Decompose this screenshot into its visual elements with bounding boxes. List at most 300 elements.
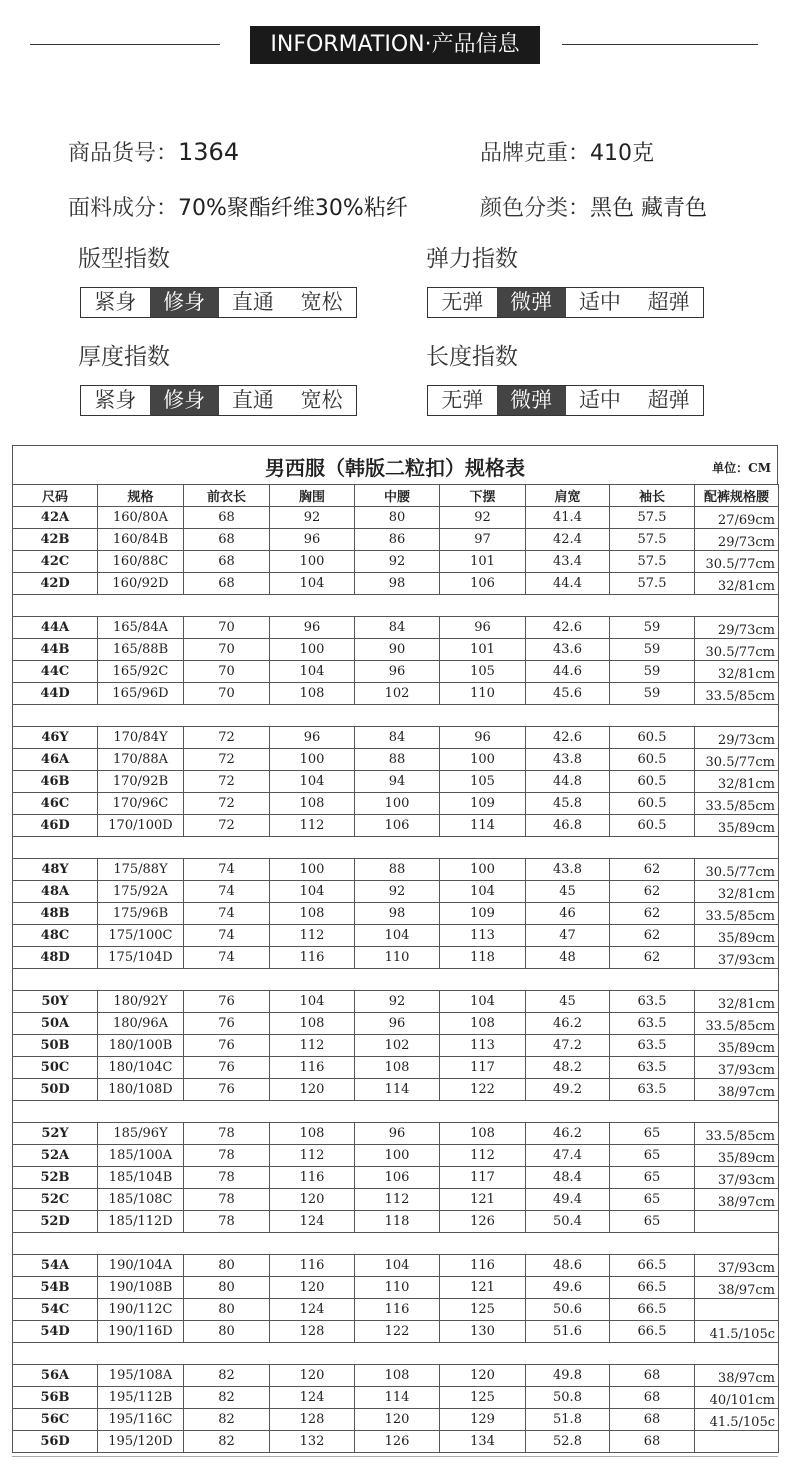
table-cell: 29/73cm — [695, 617, 779, 639]
size-chart-header — [12, 445, 778, 484]
table-cell: 84 — [355, 617, 440, 639]
table-cell: 59 — [610, 683, 695, 705]
color — [480, 191, 707, 222]
table-cell: 185/100A — [98, 1145, 184, 1167]
table-cell: 160/92D — [98, 573, 184, 595]
table-row — [13, 903, 779, 925]
table-cell: 121 — [440, 1189, 526, 1211]
thickness-index-title: 厚度指数 — [78, 344, 170, 370]
stretch-index-title: 弹力指数 — [426, 246, 518, 272]
table-cell: 41.5/105c — [695, 1321, 779, 1343]
table-row — [13, 859, 779, 881]
table-cell: 48.2 — [526, 1057, 610, 1079]
table-cell: 175/104D — [98, 947, 184, 969]
table-cell: 108 — [270, 1013, 355, 1035]
table-cell: 42.4 — [526, 529, 610, 551]
table-cell: 65 — [610, 1167, 695, 1189]
table-cell: 48A — [13, 881, 98, 903]
table-cell: 134 — [440, 1431, 526, 1453]
table-cell: 74 — [184, 903, 270, 925]
table-cell: 110 — [355, 947, 440, 969]
table-cell: 88 — [355, 749, 440, 771]
table-cell: 30.5/77cm — [695, 749, 779, 771]
table-cell: 41.5/105c — [695, 1409, 779, 1431]
table-cell: 48 — [526, 947, 610, 969]
fit-option-3: 直通 — [231, 290, 274, 314]
stretch-index-gauge — [427, 287, 704, 318]
table-cell: 40/101cm — [695, 1387, 779, 1409]
table-cell: 74 — [184, 881, 270, 903]
length-option-3: 适中 — [578, 388, 621, 412]
table-cell: 124 — [270, 1211, 355, 1233]
table-cell: 44A — [13, 617, 98, 639]
table-cell: 104 — [440, 881, 526, 903]
table-cell: 50.6 — [526, 1299, 610, 1321]
table-cell: 42A — [13, 507, 98, 529]
table-cell: 104 — [270, 661, 355, 683]
spacer-cell — [13, 1233, 779, 1255]
table-row — [13, 1365, 779, 1387]
table-cell: 80 — [184, 1255, 270, 1277]
table-cell: 108 — [270, 793, 355, 815]
table-cell: 82 — [184, 1365, 270, 1387]
table-cell: 49.2 — [526, 1079, 610, 1101]
table-cell: 45.8 — [526, 793, 610, 815]
spacer-cell — [13, 969, 779, 991]
table-cell: 185/96Y — [98, 1123, 184, 1145]
table-cell — [695, 1211, 779, 1233]
table-cell: 195/116C — [98, 1409, 184, 1431]
table-cell: 108 — [270, 683, 355, 705]
table-cell: 96 — [270, 617, 355, 639]
table-cell: 60.5 — [610, 749, 695, 771]
table-cell: 68 — [184, 507, 270, 529]
table-cell: 82 — [184, 1409, 270, 1431]
column-header: 下摆 — [440, 485, 526, 507]
table-cell: 32/81cm — [695, 661, 779, 683]
table-cell: 86 — [355, 529, 440, 551]
table-cell: 59 — [610, 639, 695, 661]
table-cell: 62 — [610, 859, 695, 881]
table-cell: 54A — [13, 1255, 98, 1277]
table-row — [13, 1321, 779, 1343]
table-cell: 185/112D — [98, 1211, 184, 1233]
table-cell: 70 — [184, 617, 270, 639]
table-cell: 50.4 — [526, 1211, 610, 1233]
table-row — [13, 1035, 779, 1057]
table-cell: 33.5/85cm — [695, 793, 779, 815]
table-cell: 47.4 — [526, 1145, 610, 1167]
table-cell: 42.6 — [526, 617, 610, 639]
table-cell: 80 — [355, 507, 440, 529]
table-cell: 108 — [355, 1365, 440, 1387]
table-cell: 78 — [184, 1211, 270, 1233]
table-cell: 50A — [13, 1013, 98, 1035]
table-cell: 49.8 — [526, 1365, 610, 1387]
table-cell: 60.5 — [610, 727, 695, 749]
table-cell: 112 — [440, 1145, 526, 1167]
table-cell: 180/100B — [98, 1035, 184, 1057]
table-cell — [695, 1431, 779, 1453]
table-cell: 47 — [526, 925, 610, 947]
size-chart-title: 男西服（韩版二粒扣）规格表 — [265, 456, 525, 480]
table-cell: 128 — [270, 1409, 355, 1431]
table-cell: 72 — [184, 749, 270, 771]
stretch-option-4: 超弹 — [647, 290, 690, 314]
table-cell: 132 — [270, 1431, 355, 1453]
table-cell: 35/89cm — [695, 1145, 779, 1167]
table-cell: 76 — [184, 1035, 270, 1057]
table-row — [13, 551, 779, 573]
table-cell: 78 — [184, 1189, 270, 1211]
table-cell: 66.5 — [610, 1321, 695, 1343]
table-cell: 72 — [184, 727, 270, 749]
table-cell: 63.5 — [610, 1057, 695, 1079]
table-cell: 37/93cm — [695, 947, 779, 969]
length-option-4: 超弹 — [647, 388, 690, 412]
table-cell: 175/88Y — [98, 859, 184, 881]
table-cell: 42D — [13, 573, 98, 595]
table-cell: 114 — [440, 815, 526, 837]
table-cell: 38/97cm — [695, 1189, 779, 1211]
table-cell: 68 — [610, 1387, 695, 1409]
table-cell: 116 — [355, 1299, 440, 1321]
table-cell: 170/88A — [98, 749, 184, 771]
table-cell: 62 — [610, 947, 695, 969]
table-cell: 62 — [610, 881, 695, 903]
table-cell: 46.2 — [526, 1123, 610, 1145]
table-cell: 112 — [270, 815, 355, 837]
length-index-title: 长度指数 — [426, 344, 518, 370]
header-line-left — [30, 44, 220, 45]
weight-value: 410克 — [590, 141, 655, 166]
table-cell: 70 — [184, 639, 270, 661]
table-cell: 63.5 — [610, 1035, 695, 1057]
table-cell: 118 — [440, 947, 526, 969]
table-cell: 165/88B — [98, 639, 184, 661]
table-cell: 66.5 — [610, 1255, 695, 1277]
table-cell: 44.8 — [526, 771, 610, 793]
table-cell: 59 — [610, 661, 695, 683]
table-cell: 29/73cm — [695, 529, 779, 551]
color-label: 颜色分类： — [480, 196, 591, 221]
spacer-cell — [13, 705, 779, 727]
table-cell: 62 — [610, 925, 695, 947]
table-row — [13, 661, 779, 683]
column-header: 袖长 — [610, 485, 695, 507]
table-cell: 43.8 — [526, 859, 610, 881]
column-header: 前衣长 — [184, 485, 270, 507]
table-cell: 190/112C — [98, 1299, 184, 1321]
table-cell: 117 — [440, 1057, 526, 1079]
table-cell: 125 — [440, 1387, 526, 1409]
table-cell: 27/69cm — [695, 507, 779, 529]
table-cell: 160/84B — [98, 529, 184, 551]
table-cell: 180/92Y — [98, 991, 184, 1013]
fit-index-title: 版型指数 — [78, 246, 170, 272]
table-cell: 78 — [184, 1123, 270, 1145]
table-cell: 104 — [270, 573, 355, 595]
table-cell: 128 — [270, 1321, 355, 1343]
table-cell: 48Y — [13, 859, 98, 881]
table-cell: 170/92B — [98, 771, 184, 793]
table-cell: 68 — [184, 551, 270, 573]
table-cell: 190/104A — [98, 1255, 184, 1277]
table-cell: 46A — [13, 749, 98, 771]
table-cell: 45 — [526, 881, 610, 903]
length-option-1: 无弹 — [441, 388, 484, 412]
table-cell: 46Y — [13, 727, 98, 749]
table-cell: 30.5/77cm — [695, 859, 779, 881]
table-cell: 68 — [610, 1431, 695, 1453]
table-row — [13, 573, 779, 595]
table-cell: 33.5/85cm — [695, 903, 779, 925]
table-cell — [695, 1299, 779, 1321]
table-cell: 120 — [440, 1365, 526, 1387]
table-cell: 38/97cm — [695, 1365, 779, 1387]
table-cell: 48.6 — [526, 1255, 610, 1277]
table-cell: 46B — [13, 771, 98, 793]
table-cell: 76 — [184, 1013, 270, 1035]
table-cell: 56D — [13, 1431, 98, 1453]
table-cell: 120 — [270, 1079, 355, 1101]
table-cell: 49.4 — [526, 1189, 610, 1211]
table-cell: 63.5 — [610, 1013, 695, 1035]
table-cell: 46C — [13, 793, 98, 815]
table-cell: 180/108D — [98, 1079, 184, 1101]
table-cell: 65 — [610, 1211, 695, 1233]
bottom-divider — [12, 1456, 778, 1457]
fit-option-4: 宽松 — [300, 290, 343, 314]
stretch-option-2-selected: 微弹 — [497, 288, 566, 317]
table-cell: 46 — [526, 903, 610, 925]
table-cell: 52Y — [13, 1123, 98, 1145]
table-cell: 116 — [270, 1167, 355, 1189]
table-cell: 170/96C — [98, 793, 184, 815]
weight — [480, 136, 654, 167]
table-row — [13, 771, 779, 793]
table-cell: 57.5 — [610, 507, 695, 529]
fit-option-1: 紧身 — [94, 290, 137, 314]
table-cell: 32/81cm — [695, 573, 779, 595]
table-cell: 44.4 — [526, 573, 610, 595]
table-cell: 102 — [355, 1035, 440, 1057]
table-cell: 100 — [270, 551, 355, 573]
table-row — [13, 1409, 779, 1431]
table-cell: 120 — [270, 1189, 355, 1211]
table-cell: 92 — [355, 551, 440, 573]
table-row — [13, 947, 779, 969]
table-cell: 105 — [440, 771, 526, 793]
table-cell: 33.5/85cm — [695, 1013, 779, 1035]
table-cell: 44C — [13, 661, 98, 683]
table-cell: 46D — [13, 815, 98, 837]
stretch-option-1: 无弹 — [441, 290, 484, 314]
table-cell: 65 — [610, 1189, 695, 1211]
table-cell: 74 — [184, 925, 270, 947]
table-cell: 96 — [355, 661, 440, 683]
table-cell: 46.2 — [526, 1013, 610, 1035]
spacer-cell — [13, 837, 779, 859]
table-cell: 78 — [184, 1167, 270, 1189]
table-cell: 116 — [270, 1255, 355, 1277]
table-cell: 108 — [355, 1057, 440, 1079]
table-cell: 104 — [355, 925, 440, 947]
table-cell: 48.4 — [526, 1167, 610, 1189]
table-cell: 112 — [270, 1035, 355, 1057]
table-cell: 108 — [440, 1013, 526, 1035]
table-cell: 96 — [355, 1123, 440, 1145]
table-cell: 113 — [440, 1035, 526, 1057]
table-row — [13, 1189, 779, 1211]
table-cell: 44D — [13, 683, 98, 705]
group-spacer-row — [13, 1233, 779, 1255]
table-cell: 108 — [270, 1123, 355, 1145]
table-cell: 54B — [13, 1277, 98, 1299]
table-cell: 48B — [13, 903, 98, 925]
table-cell: 72 — [184, 771, 270, 793]
item-number-value: 1364 — [178, 138, 240, 166]
table-cell: 121 — [440, 1277, 526, 1299]
table-cell: 113 — [440, 925, 526, 947]
table-cell: 126 — [355, 1431, 440, 1453]
table-cell: 82 — [184, 1431, 270, 1453]
size-chart — [12, 445, 778, 1453]
table-cell: 97 — [440, 529, 526, 551]
table-row — [13, 1299, 779, 1321]
table-cell: 124 — [270, 1299, 355, 1321]
table-cell: 98 — [355, 903, 440, 925]
table-cell: 116 — [440, 1255, 526, 1277]
table-cell: 114 — [355, 1387, 440, 1409]
table-cell: 100 — [355, 1145, 440, 1167]
table-cell: 82 — [184, 1387, 270, 1409]
table-cell: 175/96B — [98, 903, 184, 925]
table-cell: 57.5 — [610, 573, 695, 595]
table-cell: 96 — [440, 727, 526, 749]
table-cell: 33.5/85cm — [695, 683, 779, 705]
table-cell: 60.5 — [610, 815, 695, 837]
group-spacer-row — [13, 969, 779, 991]
table-cell: 165/92C — [98, 661, 184, 683]
table-header-row — [13, 485, 779, 507]
table-cell: 35/89cm — [695, 925, 779, 947]
table-cell: 48D — [13, 947, 98, 969]
table-cell: 100 — [355, 793, 440, 815]
table-cell: 120 — [355, 1409, 440, 1431]
table-cell: 94 — [355, 771, 440, 793]
table-cell: 38/97cm — [695, 1277, 779, 1299]
group-spacer-row — [13, 705, 779, 727]
table-cell: 80 — [184, 1321, 270, 1343]
table-cell: 96 — [355, 1013, 440, 1035]
table-cell: 57.5 — [610, 551, 695, 573]
column-header: 规格 — [98, 485, 184, 507]
column-header: 尺码 — [13, 485, 98, 507]
table-cell: 100 — [440, 749, 526, 771]
table-cell: 68 — [610, 1365, 695, 1387]
column-header: 肩宽 — [526, 485, 610, 507]
table-cell: 65 — [610, 1145, 695, 1167]
table-cell: 68 — [610, 1409, 695, 1431]
table-cell: 50B — [13, 1035, 98, 1057]
table-row — [13, 1145, 779, 1167]
table-cell: 47.2 — [526, 1035, 610, 1057]
table-row — [13, 639, 779, 661]
table-cell: 92 — [270, 507, 355, 529]
table-cell: 120 — [270, 1277, 355, 1299]
spacer-cell — [13, 595, 779, 617]
table-cell: 54C — [13, 1299, 98, 1321]
table-cell: 42.6 — [526, 727, 610, 749]
table-cell: 106 — [355, 815, 440, 837]
table-row — [13, 727, 779, 749]
column-header: 配裤规格腰 — [695, 485, 779, 507]
table-cell: 100 — [270, 749, 355, 771]
table-row — [13, 881, 779, 903]
table-cell: 122 — [440, 1079, 526, 1101]
table-cell: 190/108B — [98, 1277, 184, 1299]
table-cell: 60.5 — [610, 771, 695, 793]
table-cell: 66.5 — [610, 1299, 695, 1321]
table-cell: 165/84A — [98, 617, 184, 639]
table-cell: 51.8 — [526, 1409, 610, 1431]
table-cell: 170/100D — [98, 815, 184, 837]
table-row — [13, 1123, 779, 1145]
table-cell: 62 — [610, 903, 695, 925]
table-cell: 105 — [440, 661, 526, 683]
table-cell: 37/93cm — [695, 1255, 779, 1277]
stretch-option-3: 适中 — [578, 290, 621, 314]
table-cell: 57.5 — [610, 529, 695, 551]
table-cell: 37/93cm — [695, 1057, 779, 1079]
table-row — [13, 1431, 779, 1453]
table-row — [13, 1167, 779, 1189]
table-cell: 43.6 — [526, 639, 610, 661]
table-cell: 74 — [184, 859, 270, 881]
table-cell: 104 — [270, 991, 355, 1013]
table-cell: 100 — [270, 859, 355, 881]
table-cell: 118 — [355, 1211, 440, 1233]
table-cell: 175/92A — [98, 881, 184, 903]
table-cell: 120 — [270, 1365, 355, 1387]
item-number — [68, 136, 239, 167]
table-cell: 68 — [184, 529, 270, 551]
table-cell: 195/108A — [98, 1365, 184, 1387]
table-cell: 37/93cm — [695, 1167, 779, 1189]
table-row — [13, 925, 779, 947]
table-cell: 78 — [184, 1145, 270, 1167]
table-cell: 100 — [440, 859, 526, 881]
table-cell: 101 — [440, 639, 526, 661]
table-cell: 66.5 — [610, 1277, 695, 1299]
table-cell: 88 — [355, 859, 440, 881]
table-cell: 160/80A — [98, 507, 184, 529]
table-cell: 114 — [355, 1079, 440, 1101]
table-cell: 96 — [270, 727, 355, 749]
unit-label: 单位：CM — [712, 461, 771, 475]
length-option-2-selected: 微弹 — [497, 386, 566, 415]
group-spacer-row — [13, 1343, 779, 1365]
table-cell: 50Y — [13, 991, 98, 1013]
table-cell: 130 — [440, 1321, 526, 1343]
table-cell: 52A — [13, 1145, 98, 1167]
table-cell: 195/120D — [98, 1431, 184, 1453]
table-cell: 180/104C — [98, 1057, 184, 1079]
fabric — [68, 191, 408, 222]
table-cell: 185/104B — [98, 1167, 184, 1189]
table-cell: 112 — [355, 1189, 440, 1211]
